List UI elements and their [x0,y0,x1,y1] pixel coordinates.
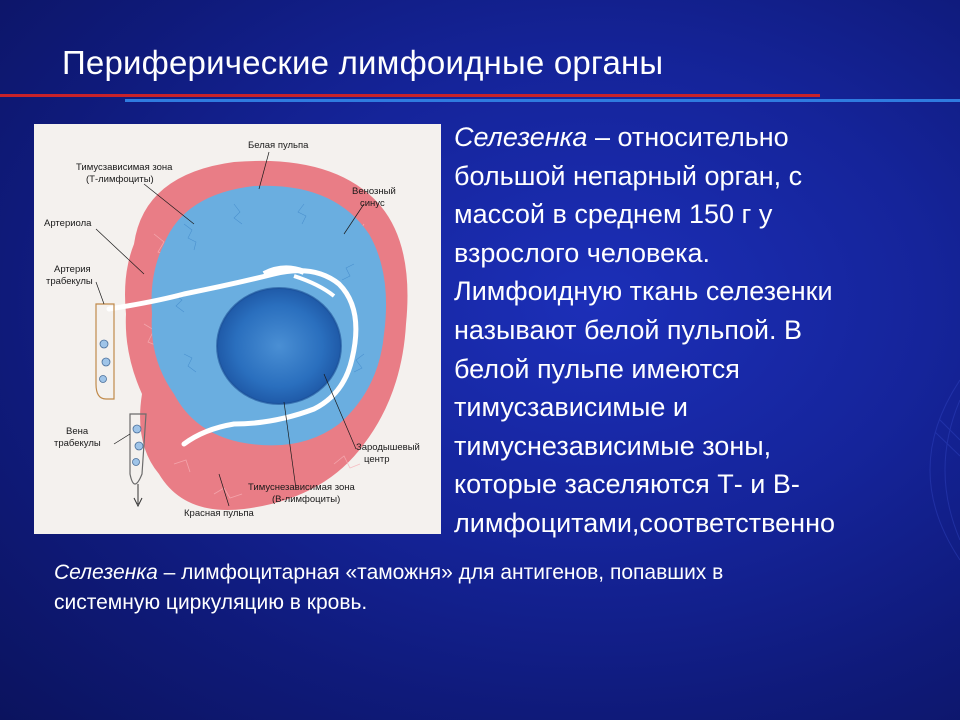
footer-line-2: системную циркуляцию в кровь. [54,591,368,614]
title-divider-red [0,94,820,97]
title-divider-blue [125,99,960,102]
slide-title: Периферические лимфоидные органы [62,44,664,81]
spleen-diagram [34,124,441,534]
main-line-8: тимусзависимые и [454,392,688,423]
main-line-2: большой непарный орган, с [454,160,803,191]
main-line-7: белой пульпе имеются [454,353,740,384]
label-arteriole: Артериола [44,218,92,229]
label-thymus-dependent-2: (Т-лимфоциты) [86,174,154,185]
main-description [454,118,924,543]
label-thymus-dependent-1: Тимусзависимая зона [76,162,173,173]
label-venous-1: Венозный [352,186,396,197]
main-line-11: лимфоцитами,соответственно [454,507,835,538]
label-trabecular-artery-2: трабекулы [46,276,93,287]
footer-note [54,558,934,618]
trabecular-artery [96,304,114,399]
main-line-10: которые заселяются Т- и В- [454,469,800,500]
spleen-illustration [34,124,441,534]
label-germinal-2: центр [364,454,390,465]
footer-line-1 [54,558,934,588]
label-venous-2: синус [360,198,385,209]
main-line-3: массой в среднем 150 г у [454,199,773,230]
label-white-pulp: Белая пульпа [248,140,309,151]
main-term: Селезенка [454,122,588,152]
main-line-5: Лимфоидную ткань селезенки [454,276,833,307]
main-line-6: называют белой пульпой. В [454,314,803,345]
label-thymus-independent-1: Тимуснезависимая зона [248,482,355,493]
label-trabecular-vein-1: Вена [66,426,89,437]
label-trabecular-artery-1: Артерия [54,264,91,275]
footer-line-1-rest: – лимфоцитарная «таможня» для антигенов, попавших в [157,561,724,584]
footer-term: Селезенка [54,561,158,584]
main-line-4: взрослого человека. [454,237,711,268]
label-trabecular-vein-2: трабекулы [54,438,101,449]
main-line-1 [454,118,924,157]
main-line-1-rest: – относительно [587,122,789,152]
label-thymus-independent-2: (В-лимфоциты) [272,494,341,505]
main-line-9: тимуснезависимые зоны, [454,430,772,461]
label-red-pulp: Красная пульпа [184,508,254,519]
label-germinal-1: Зародышевый [356,442,420,453]
